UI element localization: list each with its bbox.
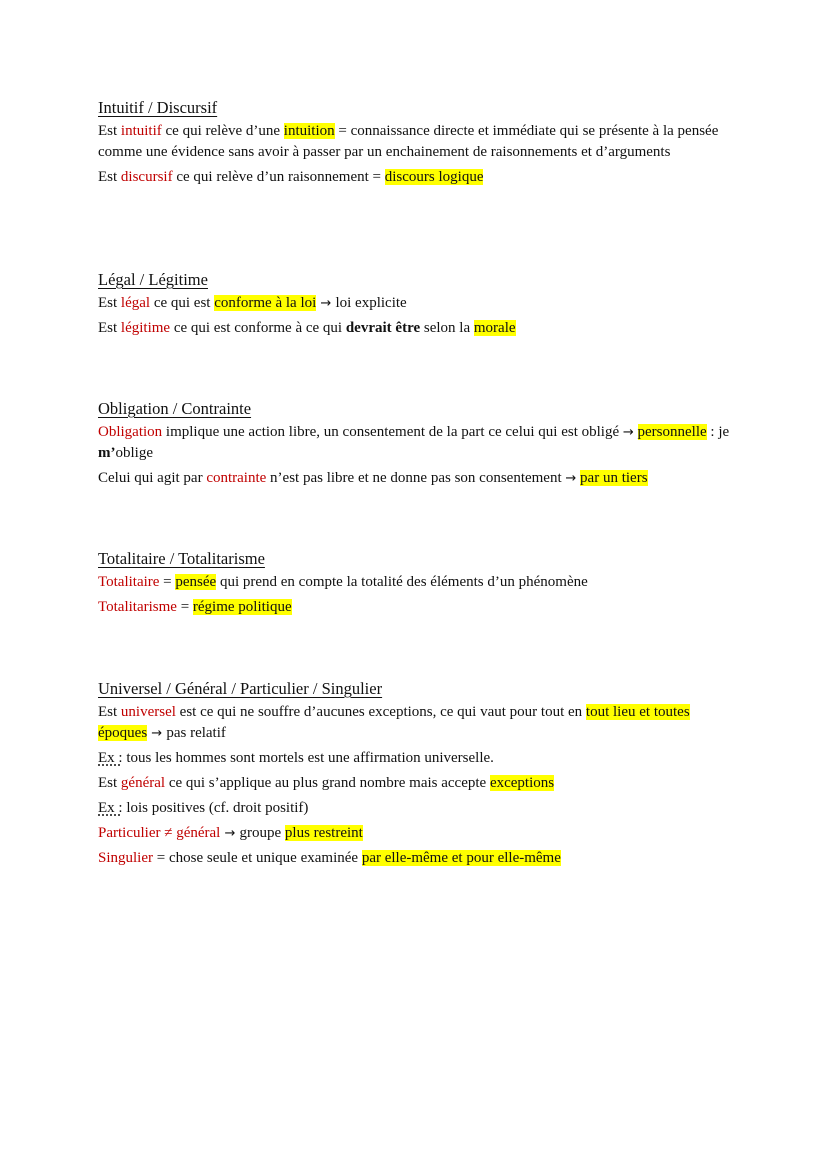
term-intuitif: intuitif — [120, 123, 162, 139]
text: qui prend en compte la totalité des éléments d’un phénomène — [216, 574, 588, 590]
text: n’est pas libre et ne donne pas son consentement — [266, 470, 566, 486]
highlight: exceptions — [489, 775, 555, 791]
highlight: personnelle — [637, 424, 707, 440]
text: = — [159, 574, 176, 590]
term-obligation: Obligation — [98, 424, 163, 440]
text: ce qui relève d’un raisonnement = — [172, 169, 385, 185]
example-universel — [98, 748, 738, 769]
term-particulier: Particulier ≠ général — [98, 825, 221, 841]
example-general — [98, 798, 738, 819]
arrow-right-icon: → — [220, 826, 240, 841]
text: Est — [98, 775, 121, 791]
text: pas relatif — [166, 725, 226, 741]
definition-totalitarisme — [98, 597, 738, 618]
text: ce qui s’applique au plus grand nombre mais accepte — [165, 775, 490, 791]
text: Est — [98, 123, 121, 139]
term-general: général — [120, 775, 166, 791]
text: loi explicite — [335, 295, 407, 311]
term-discursif: discursif — [120, 169, 173, 185]
section-legal-legitime — [98, 269, 738, 343]
definition-intuitif — [98, 121, 738, 163]
text: lois positives (cf. droit positif) — [122, 800, 309, 816]
text: ce qui relève d’une — [161, 123, 284, 139]
term-totalitarisme: Totalitarisme — [98, 599, 177, 615]
highlight: discours logique — [384, 169, 484, 185]
section-heading: Légal / Légitime — [98, 270, 208, 289]
definition-legitime — [98, 318, 738, 339]
section-obligation-contrainte — [98, 398, 738, 493]
text — [634, 424, 638, 440]
arrow-right-icon: → — [622, 425, 634, 440]
section-heading: Obligation / Contrainte — [98, 399, 252, 418]
highlight: régime politique — [192, 599, 292, 615]
highlight: pensée — [175, 574, 217, 590]
text: groupe — [239, 825, 285, 841]
text: oblige — [115, 445, 153, 461]
text: Celui qui agit par — [98, 470, 207, 486]
definition-obligation — [98, 422, 738, 464]
section-universel-singulier — [98, 678, 738, 873]
term-contrainte: contrainte — [206, 470, 267, 486]
term-totalitaire: Totalitaire — [98, 574, 160, 590]
highlight: intuition — [283, 123, 335, 139]
definition-universel — [98, 702, 738, 744]
arrow-right-icon: → — [147, 726, 167, 741]
highlight: conforme à la loi — [214, 295, 317, 311]
section-heading: Universel / Général / Particulier / Singulier — [98, 679, 383, 698]
definition-contrainte — [98, 468, 738, 489]
highlight: plus restreint — [284, 825, 363, 841]
text: ce qui est — [150, 295, 215, 311]
definition-particulier — [98, 823, 738, 844]
section-intuitif-discursif — [98, 97, 738, 192]
definition-general — [98, 773, 738, 794]
term-singulier: Singulier — [98, 850, 153, 866]
text: : je — [706, 424, 730, 440]
bold-text: devrait être — [345, 320, 421, 336]
highlight: par elle-même et pour elle-même — [361, 850, 561, 866]
highlight: morale — [473, 320, 516, 336]
text: = — [176, 599, 193, 615]
term-universel: universel — [120, 704, 176, 720]
text: = connaissance directe et immédiate qui se présente à la pensée comme une évidence sans avoir à passer par un enchainement de raisonnements et d’arguments — [98, 123, 719, 160]
text: selon la — [420, 320, 474, 336]
text: tous les hommes sont mortels est une affirmation universelle. — [122, 750, 494, 766]
example-label: Ex : — [98, 750, 123, 766]
definition-singulier — [98, 848, 738, 869]
text: est ce qui ne souffre d’aucunes exceptions, ce qui vaut pour tout en — [175, 704, 586, 720]
text: Est — [98, 704, 121, 720]
arrow-right-icon: → — [316, 296, 336, 311]
term-legitime: légitime — [120, 320, 171, 336]
definition-totalitaire — [98, 572, 738, 593]
section-totalitaire — [98, 548, 738, 622]
bold-text: m’ — [98, 445, 116, 461]
text: Est — [98, 169, 121, 185]
arrow-right-icon: → — [565, 471, 577, 486]
definition-legal — [98, 293, 738, 314]
term-legal: légal — [120, 295, 151, 311]
example-label: Ex : — [98, 800, 123, 816]
highlight: par un tiers — [580, 470, 648, 486]
section-heading: Intuitif / Discursif — [98, 98, 218, 117]
definition-discursif — [98, 167, 738, 188]
text: = chose seule et unique examinée — [153, 850, 362, 866]
highlight: tout lieu et toutes époques — [98, 704, 690, 741]
text: Est — [98, 320, 121, 336]
text: Est — [98, 295, 121, 311]
text: ce qui est conforme à ce qui — [170, 320, 346, 336]
section-heading: Totalitaire / Totalitarisme — [98, 549, 265, 568]
text: implique une action libre, un consentement de la part ce celui qui est obligé — [162, 424, 623, 440]
